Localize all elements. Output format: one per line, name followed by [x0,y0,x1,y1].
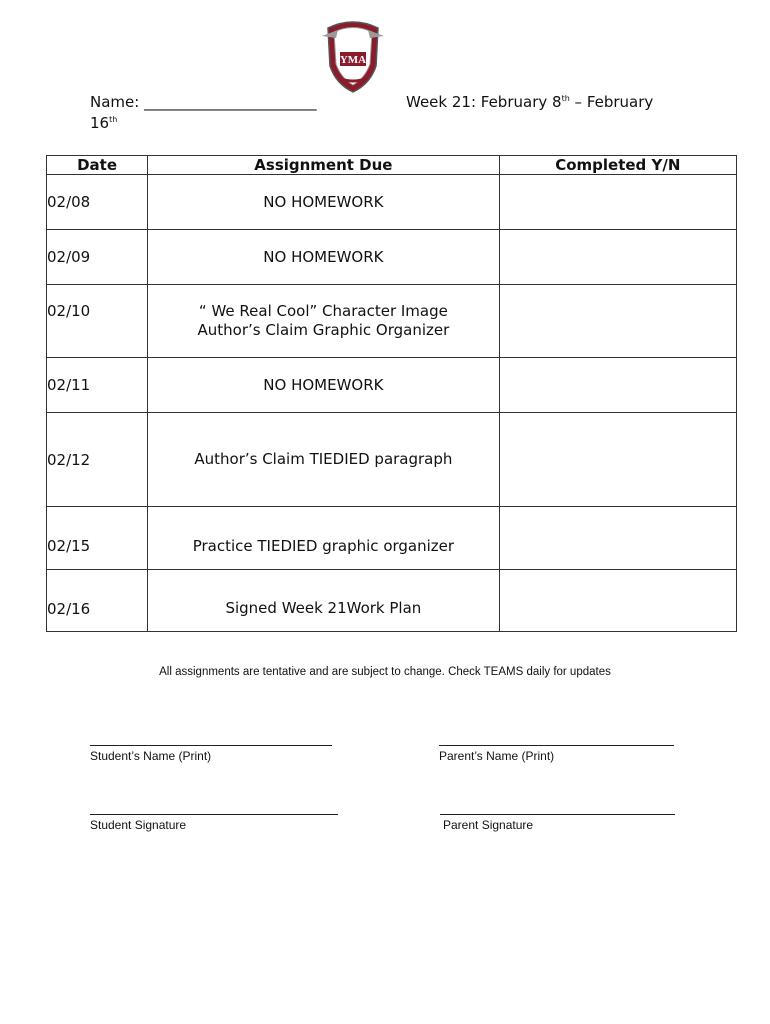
row-date: 02/15 [47,507,148,570]
parent-name-line[interactable] [439,731,674,746]
parent-signature-block [440,800,675,832]
week-tail: – February [569,93,654,111]
row-assignment [148,358,500,413]
week-end-day: 16 [90,114,110,132]
row-completed[interactable] [499,230,736,285]
tentative-note: All assignments are tentative and are subject to change. Check TEAMS daily for updates [159,666,611,678]
row-date: 02/12 [47,413,148,507]
table-header-row [47,156,737,175]
student-signature-label: Student Signature [90,818,187,832]
row-assignment [148,175,500,230]
row-completed[interactable] [499,358,736,413]
parent-name-label: Parent’s Name (Print) [439,749,555,763]
student-name-line[interactable] [90,731,332,746]
header-assignment: Assignment Due [148,156,500,175]
row-completed[interactable] [499,285,736,358]
assignment-line: Signed Week 21Work Plan [225,599,422,617]
assignment-line: NO HOMEWORK [263,375,384,394]
table-row [47,285,737,358]
assignment-line: NO HOMEWORK [263,192,384,211]
row-assignment [148,413,500,507]
assignment-line: “ We Real Cool” Character Image [198,302,448,320]
table-row [47,570,737,632]
table-row [47,230,737,285]
row-assignment [148,285,500,358]
student-name-label: Student’s Name (Print) [90,749,212,763]
assignment-line: Author’s Claim Graphic Organizer [197,321,450,339]
assignment-line: Author’s Claim TIEDIED paragraph [194,450,453,468]
header-date: Date [47,156,148,175]
row-date: 02/09 [47,230,148,285]
table-row [47,175,737,230]
assignment-line: NO HOMEWORK [263,247,384,266]
name-field-line [90,92,317,112]
parent-name-signature-block [439,731,674,763]
row-assignment [148,570,500,632]
week-end-superscript: th [109,115,118,124]
parent-signature-label: Parent Signature [443,818,534,832]
row-assignment [148,507,500,570]
student-signature-block [90,800,338,832]
school-crest-logo [320,18,386,94]
name-blank: _______________________ [144,93,317,111]
parent-signature-line[interactable] [440,800,675,815]
student-name-signature-block [90,731,332,763]
row-date: 02/10 [47,285,148,358]
row-date: 02/08 [47,175,148,230]
svg-text:YMA: YMA [339,54,367,66]
week-text: Week 21: February 8 [406,93,562,111]
assignment-line: Practice TIEDIED graphic organizer [192,536,455,555]
week-heading [406,92,653,112]
row-completed[interactable] [499,507,736,570]
table-row [47,413,737,507]
row-date: 02/16 [47,570,148,632]
table-row [47,507,737,570]
row-completed[interactable] [499,413,736,507]
table-row [47,358,737,413]
row-completed[interactable] [499,570,736,632]
student-signature-line[interactable] [90,800,338,815]
row-date: 02/11 [47,358,148,413]
name-label: Name: [90,93,140,111]
row-assignment [148,230,500,285]
header-completed: Completed Y/N [499,156,736,175]
assignment-table [46,155,737,632]
week-superscript: th [561,94,570,103]
row-completed[interactable] [499,175,736,230]
week-heading-continued [90,113,117,133]
